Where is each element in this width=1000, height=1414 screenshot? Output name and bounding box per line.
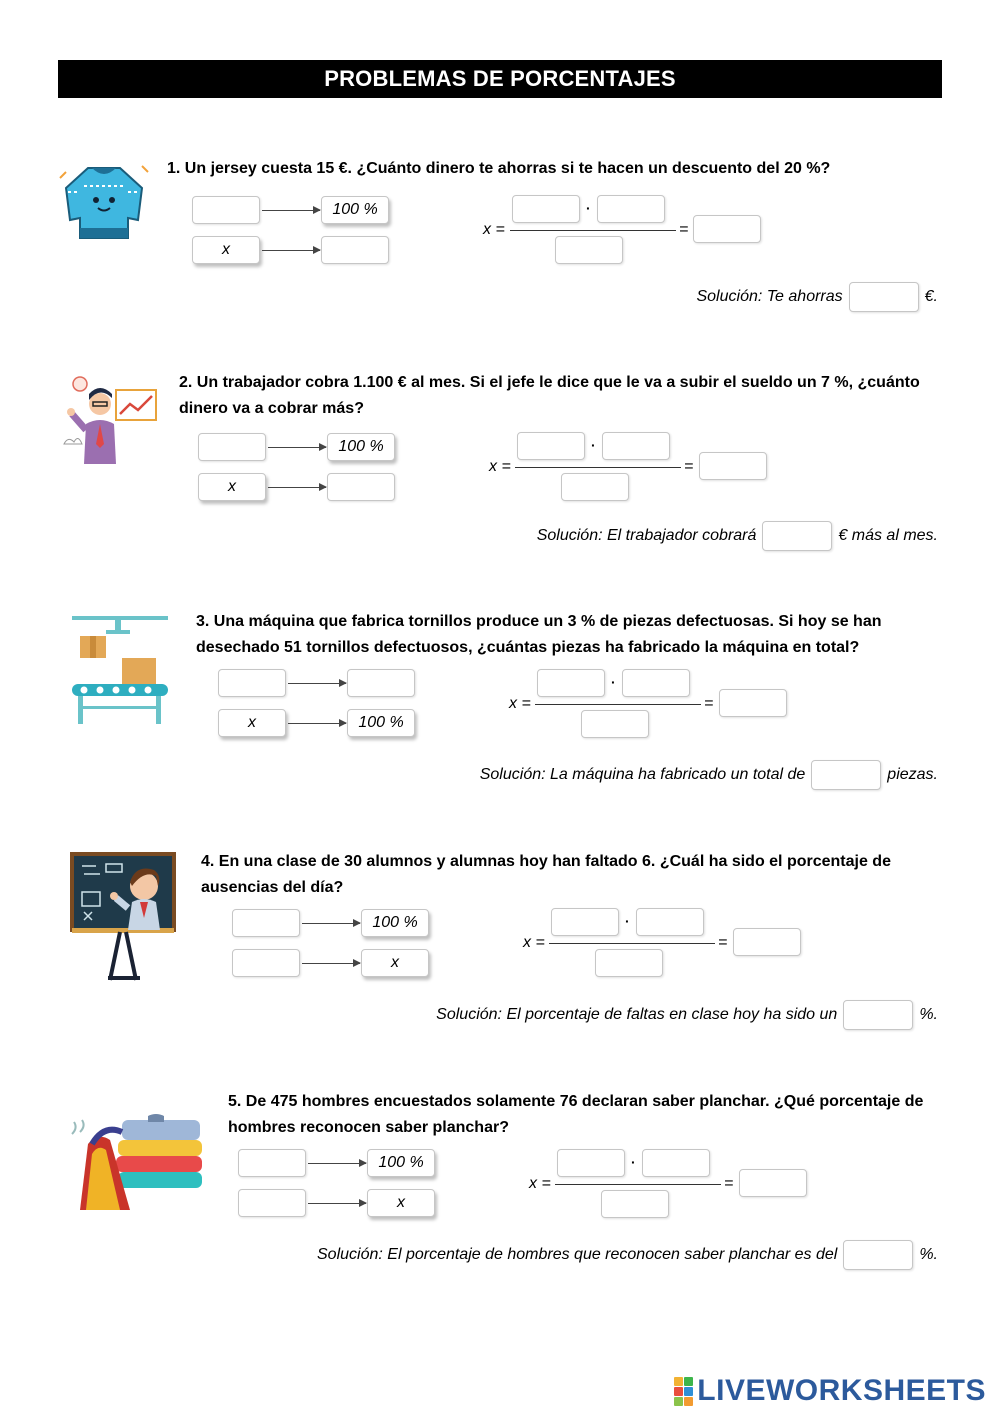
question-text: 4. En una clase de 30 alumnos y alumnas hoy han faltado 6. ¿Cuál ha sido el porcentaje de ausencias del día? [201, 853, 891, 896]
solution-text: Solución: El porcentaje de faltas en clase hoy ha sido un [436, 1006, 838, 1023]
solution-line [696, 282, 938, 312]
iron-and-clothes-illustration [68, 1114, 208, 1218]
logo-text: LIVEWORKSHEETS [697, 1374, 986, 1407]
equals-sign: = [679, 221, 689, 238]
teacher-blackboard-illustration [70, 852, 176, 982]
solution-input[interactable] [849, 282, 919, 312]
solution-line [537, 521, 938, 551]
page-title: PROBLEMAS DE PORCENTAJES [58, 60, 942, 98]
result-box[interactable] [739, 1169, 807, 1197]
denominator-box[interactable] [595, 949, 663, 977]
x-equals-label: x = [489, 458, 511, 475]
result-box[interactable] [699, 452, 767, 480]
x-equals-label: x = [529, 1175, 551, 1192]
equals-sign: = [724, 1175, 734, 1192]
fraction-line [515, 467, 681, 468]
numerator-box-2[interactable] [622, 669, 690, 697]
arrow [302, 923, 360, 924]
arrow [288, 723, 346, 724]
solution-line [317, 1240, 938, 1270]
fraction-line [510, 230, 676, 231]
multiply-dot: · [625, 913, 630, 929]
proportion-box-top-right: 100 % [327, 433, 395, 461]
x-equals-label: x = [523, 934, 545, 951]
solution-line [436, 1000, 938, 1030]
question-text: 5. De 475 hombres encuestados solamente 76 declaran saber planchar. ¿Qué porcentaje de hombres reconocen saber planchar? [228, 1093, 924, 1136]
arrow [308, 1203, 366, 1204]
solution-line [480, 760, 938, 790]
x-equals-label: x = [483, 221, 505, 238]
numerator-box-2[interactable] [636, 908, 704, 936]
denominator-box[interactable] [601, 1190, 669, 1218]
proportion-box-bottom-right: x [367, 1189, 435, 1217]
multiply-dot: · [586, 200, 591, 216]
solution-unit: %. [919, 1006, 938, 1023]
solution-text: Solución: El porcentaje de hombres que reconocen saber planchar es del [317, 1246, 838, 1263]
proportion-box-top-right: 100 % [367, 1149, 435, 1177]
numerator-box-1[interactable] [537, 669, 605, 697]
proportion-box-top-left[interactable] [192, 196, 260, 224]
solution-text: Solución: Te ahorras [696, 288, 843, 305]
solution-input[interactable] [843, 1240, 913, 1270]
proportion-box-top-right[interactable] [347, 669, 415, 697]
multiply-dot: · [591, 437, 596, 453]
numerator-box-1[interactable] [557, 1149, 625, 1177]
fraction-line [535, 704, 701, 705]
conveyor-machine-illustration [70, 614, 170, 726]
arrow [308, 1163, 366, 1164]
proportion-box-top-left[interactable] [232, 909, 300, 937]
solution-unit: %. [919, 1246, 938, 1263]
arrow [268, 447, 326, 448]
equals-sign: = [704, 695, 714, 712]
result-box[interactable] [693, 215, 761, 243]
equals-sign: = [684, 458, 694, 475]
solution-text: Solución: El trabajador cobrará [536, 527, 757, 544]
multiply-dot: · [631, 1154, 636, 1170]
proportion-box-bottom-left: x [198, 473, 266, 501]
worker-illustration [60, 374, 166, 470]
solution-input[interactable] [811, 760, 881, 790]
question-text: 1. Un jersey cuesta 15 €. ¿Cuánto dinero te ahorras si te hacen un descuento del 20 %? [167, 160, 831, 177]
proportion-box-bottom-left[interactable] [238, 1189, 306, 1217]
solution-input[interactable] [843, 1000, 913, 1030]
numerator-box-1[interactable] [512, 195, 580, 223]
equals-sign: = [718, 934, 728, 951]
proportion-box-bottom-right: x [361, 949, 429, 977]
multiply-dot: · [611, 674, 616, 690]
proportion-box-top-left[interactable] [218, 669, 286, 697]
solution-input[interactable] [762, 521, 832, 551]
denominator-box[interactable] [561, 473, 629, 501]
result-box[interactable] [733, 928, 801, 956]
solution-unit: piezas. [887, 766, 938, 783]
arrow [262, 210, 320, 211]
x-equals-label: x = [509, 695, 531, 712]
numerator-box-2[interactable] [597, 195, 665, 223]
solution-text: Solución: La máquina ha fabricado un total de [479, 766, 806, 783]
solution-unit: € más al mes. [838, 527, 938, 544]
solution-unit: €. [924, 288, 938, 305]
question-text: 3. Una máquina que fabrica tornillos produce un 3 % de piezas defectuosas. Si hoy se han desechado 51 tornillos defectuosos, ¿cuántas piezas ha fabricado la máquina en total? [196, 613, 882, 656]
fraction-line [555, 1184, 721, 1185]
liveworksheets-logo [674, 1374, 986, 1408]
question-text: 2. Un trabajador cobra 1.100 € al mes. Si el jefe le dice que le va a subir el sueldo un 7 %, ¿cuánto dinero va a cobrar más? [179, 374, 920, 417]
proportion-box-bottom-left[interactable] [232, 949, 300, 977]
denominator-box[interactable] [581, 710, 649, 738]
proportion-box-bottom-right[interactable] [321, 236, 389, 264]
denominator-box[interactable] [555, 236, 623, 264]
arrow [268, 487, 326, 488]
arrow [288, 683, 346, 684]
proportion-box-bottom-left: x [218, 709, 286, 737]
arrow [262, 250, 320, 251]
proportion-box-bottom-right: 100 % [347, 709, 415, 737]
result-box[interactable] [719, 689, 787, 717]
numerator-box-1[interactable] [517, 432, 585, 460]
arrow [302, 963, 360, 964]
logo-icon [674, 1377, 693, 1406]
proportion-box-top-left[interactable] [238, 1149, 306, 1177]
proportion-box-top-right: 100 % [321, 196, 389, 224]
numerator-box-2[interactable] [602, 432, 670, 460]
sweater-illustration [58, 158, 150, 244]
proportion-box-top-right: 100 % [361, 909, 429, 937]
proportion-box-top-left[interactable] [198, 433, 266, 461]
numerator-box-2[interactable] [642, 1149, 710, 1177]
proportion-box-bottom-left: x [192, 236, 260, 264]
proportion-box-bottom-right[interactable] [327, 473, 395, 501]
numerator-box-1[interactable] [551, 908, 619, 936]
fraction-line [549, 943, 715, 944]
